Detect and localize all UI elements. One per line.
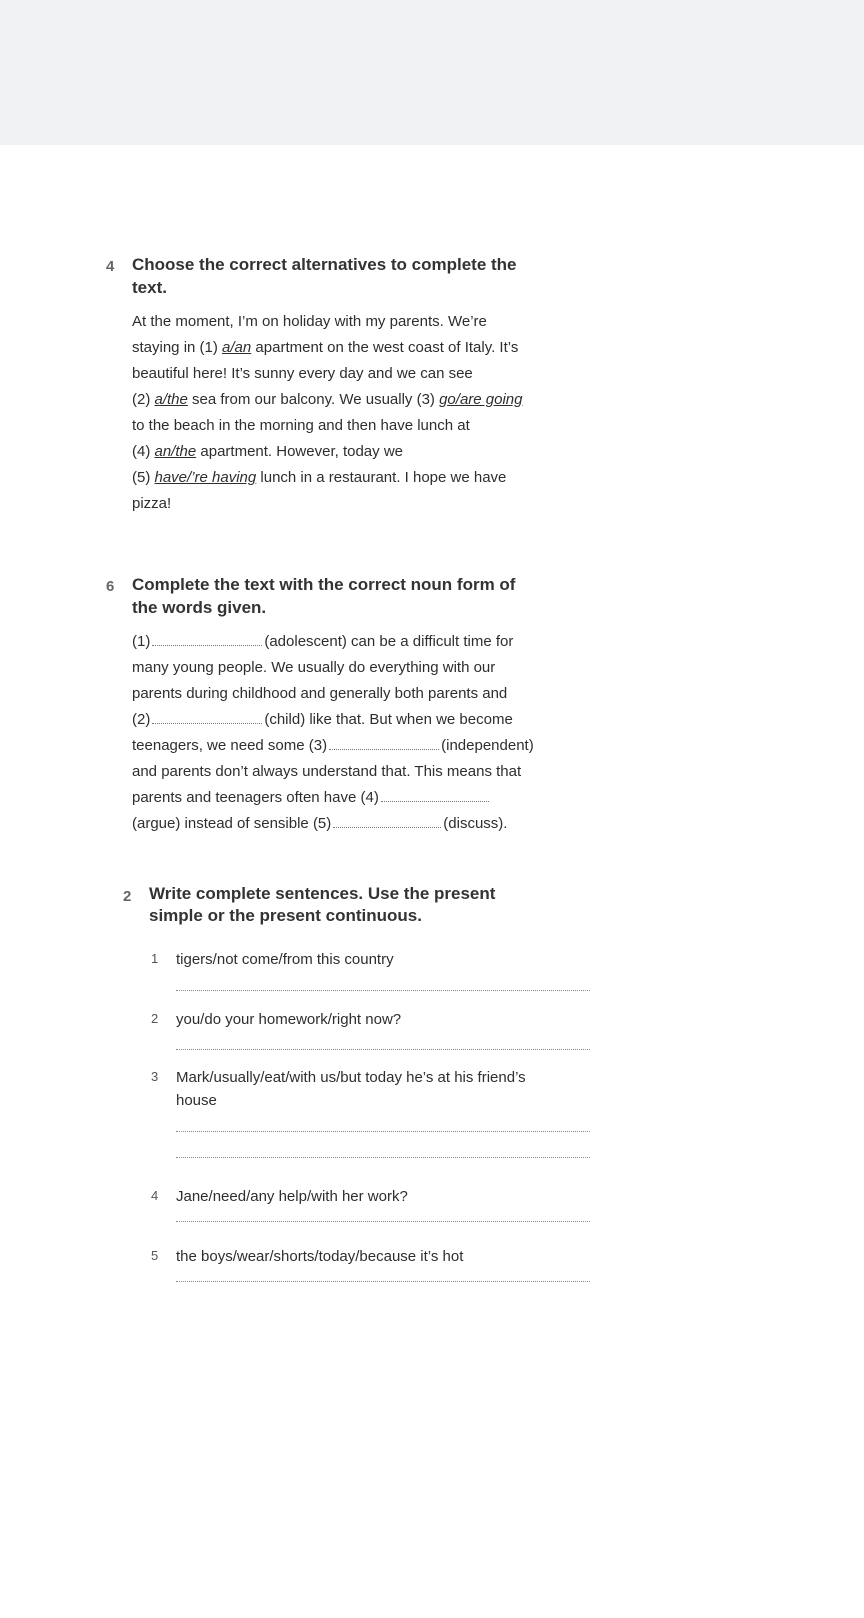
exercise-title: Complete the text with the correct noun form of the words given.: [132, 575, 516, 617]
blank-line[interactable]: [333, 813, 441, 828]
exercise-title: Choose the correct alternatives to complete the text.: [132, 255, 517, 297]
answer-line[interactable]: [176, 1131, 590, 1132]
answer-option: go/are going: [439, 391, 523, 408]
blank-line[interactable]: [329, 735, 439, 750]
document-page: 4 Choose the correct alternatives to complete the text. At the moment, I’m on holiday with my parents. We’re staying in (1) a/an apartment on the west coast of Italy. It’s beautiful here! It’s sunny every day and we can see (2) a/the sea from our balcony. We usually (3) go/are going to the beach in the morning and then have lunch at (4) an/the apartment. However, today we (5) have/’re having lunch in a restaurant. I hope we have pizza! 6 Complete the text with the correct noun form of the words given. (1) (adolescent) can be a difficult time for many young people. We usually do everything with our parents during childhood and generally both parents and (2) (child) like that. But when we become teenagers, we need some (3) (independent) and parents don’t always understand that. This means that parents and teenagers often have (4) (argue) instead of sensible (5) (discuss). 2 Write complete sentences. Use the present simple or the present continuous. 1 tigers/not come/from this country 2 you/do your homework/right now? 3 Mark/usually/eat/with us/but today he’s at his friend’s house 4 Jane/need/any help/with her work? 5 the boys/wear/shorts/today/because it’s hot: [0, 145, 864, 1618]
blank-line[interactable]: [152, 709, 262, 724]
answer-line[interactable]: [176, 1281, 590, 1282]
exercise-text: At the moment, I’m on holiday with my parents. We’re staying in (1) a/an apartment on the west coast of Italy. It’s beautiful here! It’s sunny every day and we can see (2) a/the sea from our balcony. We usually (3) go/are going to the beach in the morning and then have lunch at (4) an/the apartment. However, today we (5) have/’re having lunch in a restaurant. I hope we have pizza!: [132, 313, 523, 512]
blank-line[interactable]: [152, 631, 262, 646]
answer-line[interactable]: [176, 1049, 590, 1050]
exercise-number: 6: [106, 578, 115, 595]
answer-option: have/’re having: [154, 469, 257, 486]
answer-line[interactable]: [176, 1221, 590, 1222]
answer-option: a/the: [154, 391, 188, 408]
exercise-number: 4: [106, 258, 115, 275]
answer-option: an/the: [154, 443, 197, 460]
answer-option: a/an: [222, 339, 252, 356]
viewer-top-bar: [0, 0, 864, 145]
answer-line[interactable]: [176, 990, 590, 991]
blank-line[interactable]: [381, 787, 489, 802]
exercise-number: 2: [123, 888, 132, 905]
exercise-text: (1) (adolescent) can be a difficult time for many young people. We usually do everything with our parents during childhood and generally both parents and (2) (child) like that. But when we become teenagers, we need some (3) (independent) and parents don’t always understand that. This means that parents and teenagers often have (4) (argue) instead of sensible (5) (discuss).: [132, 633, 534, 832]
answer-line[interactable]: [176, 1157, 590, 1158]
exercise-title: Write complete sentences. Use the present simple or the present continuous.: [149, 884, 496, 925]
